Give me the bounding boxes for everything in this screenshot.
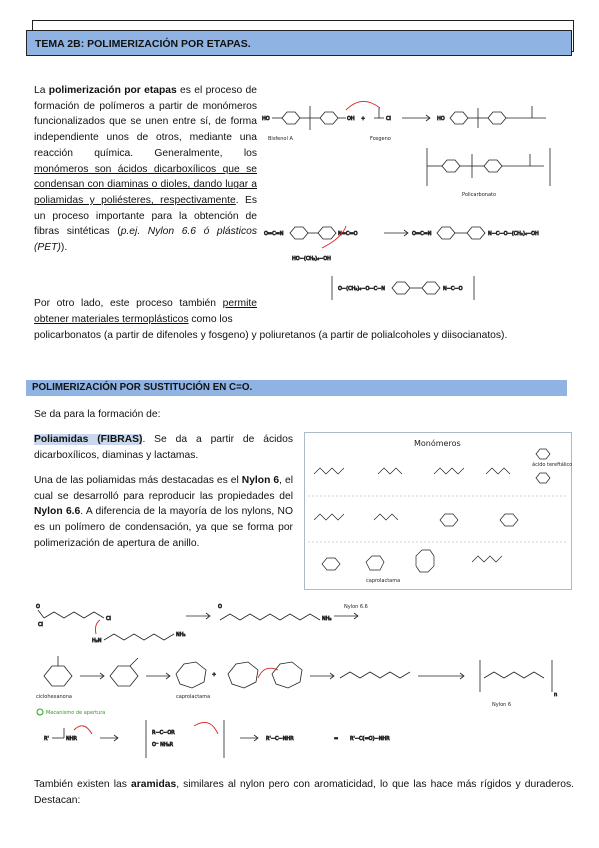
svg-text:O: O xyxy=(218,604,222,610)
nylon6-paragraph xyxy=(34,473,293,552)
label-policarbonato: Policarbonato xyxy=(462,192,497,198)
svg-text:O⁻ NH₂R: O⁻ NH₂R xyxy=(152,742,174,748)
page-title: TEMA 2B: POLIMERIZACIÓN POR ETAPAS. xyxy=(26,30,572,56)
svg-text:O=C=N: O=C=N xyxy=(412,231,432,237)
intro-paragraph-2 xyxy=(34,296,257,327)
svg-text:R'−C(=O)−NHR: R'−C(=O)−NHR xyxy=(350,736,390,742)
svg-text:O=C=N: O=C=N xyxy=(264,231,284,237)
intro-paragraph-3: policarbonatos (a partir de difenoles y fosgeno) y poliuretanos (a partir de polialcoholes y diisocianatos). xyxy=(34,330,508,341)
label-acido-tereftalico: ácido tereftálico xyxy=(532,462,573,468)
svg-text:n: n xyxy=(554,692,558,698)
nylon6-text-c: . A diferencia de la mayoría de los nylons, NO es un polímero de condensación, ya que se forma por polimerización de apertura de anillo. xyxy=(34,506,293,549)
section-heading: POLIMERIZACIÓN POR SUSTITUCIÓN EN C=O. xyxy=(26,380,567,396)
intro-text-1: es el proceso de formación de polímeros a partir de monómeros funcionalizados que se unen entre sí, de forma independiente unos de otros, mediante una reacción química. Generalmente, los xyxy=(34,85,257,159)
svg-text:O: O xyxy=(36,604,40,610)
nylon-mechanisms xyxy=(34,594,580,764)
monomers-figure xyxy=(304,432,572,590)
svg-text:N=C=O: N=C=O xyxy=(338,231,358,237)
polyamides-paragraph xyxy=(34,432,293,463)
svg-text:N−C−O−(CH₂)₄−OH: N−C−O−(CH₂)₄−OH xyxy=(488,231,539,237)
svg-text:HO−(CH₂)₄−OH: HO−(CH₂)₄−OH xyxy=(292,256,331,262)
aramids-paragraph xyxy=(34,777,574,808)
label-fosgeno: Fosgeno xyxy=(370,136,391,142)
label-mecanismo: Mecanismo de apertura xyxy=(46,710,106,716)
intro-underline-2: permite obtener materiales termoplásticos xyxy=(34,298,257,325)
intro-text-4b: como los xyxy=(188,313,233,325)
svg-text:Cl: Cl xyxy=(386,116,391,122)
intro-paragraph xyxy=(34,83,257,256)
intro-example: p.ej. Nylon 6.6 ó plásticos (PET) xyxy=(34,226,257,254)
intro-lead-bold: polimerización por etapas xyxy=(48,85,177,96)
nylon6-bold: Nylon 6 xyxy=(241,475,280,486)
svg-text:HO: HO xyxy=(262,116,270,122)
svg-text:=: = xyxy=(334,736,339,742)
polyamides-text: . Se da a partir de ácidos dicarboxílicos, diaminas y lactamas. xyxy=(34,434,293,461)
svg-text:Cl: Cl xyxy=(106,616,111,622)
nylon6-text-a: Una de las poliamidas más destacadas es el xyxy=(34,475,242,486)
svg-text:R'−C−NHR: R'−C−NHR xyxy=(266,736,294,742)
label-ciclohexanona: ciclohexanona xyxy=(36,694,72,700)
title-box xyxy=(26,26,572,60)
label-caprolactama: caprolactama xyxy=(176,694,211,700)
svg-text:HO: HO xyxy=(437,116,445,122)
aramids-bold: aramidas xyxy=(130,779,177,790)
svg-text:NHR: NHR xyxy=(66,736,77,742)
aramids-text-a: También existen las xyxy=(34,779,131,790)
nylon66-bold: Nylon 6.6 xyxy=(34,506,81,518)
aramids-text-b: , similares al nylon pero con aromaticidad, lo que las hace más rígidos y duraderos. Destacan: xyxy=(34,779,574,806)
label-nylon66: Nylon 6.6 xyxy=(344,604,368,610)
label-caprolactama-fig: caprolactama xyxy=(366,578,401,584)
polycarbonate-scheme xyxy=(262,88,582,298)
intro-text-3: ). xyxy=(60,242,68,254)
svg-text:N−C−O: N−C−O xyxy=(443,286,463,292)
svg-text:Cl: Cl xyxy=(38,622,43,628)
label-nylon6: Nylon 6 xyxy=(492,702,512,708)
label-bisfenol: Bisfenol A xyxy=(268,136,293,142)
intro-text-2: . Es un proceso importante para la obtención de fibras sintéticas ( xyxy=(34,194,257,238)
svg-text:R−C−OR: R−C−OR xyxy=(152,730,175,736)
polyamides-bold: Poliamidas (FIBRAS) xyxy=(34,434,143,445)
svg-text:NH₂: NH₂ xyxy=(322,616,332,622)
monomers-title: Monómeros xyxy=(414,439,461,448)
svg-text:OH: OH xyxy=(347,116,355,122)
svg-text:O−(CH₂)₄−O−C−N: O−(CH₂)₄−O−C−N xyxy=(338,286,386,292)
nylon6-text-b: , el cual se desarrolló para reproducir las propiedades del xyxy=(34,475,293,502)
formation-text: Se da para la formación de: xyxy=(34,409,161,420)
svg-text:NH₂: NH₂ xyxy=(176,632,186,638)
svg-text:+: + xyxy=(361,116,366,122)
svg-text:+: + xyxy=(212,672,217,678)
intro-underline-1: monómeros son ácidos dicarboxílicos que se condensan con diaminas o dioles, dando lugar a poliamidas y poliésteres, respectivamente xyxy=(34,163,257,206)
svg-text:H₂N: H₂N xyxy=(92,638,102,644)
svg-text:R': R' xyxy=(44,736,49,742)
intro-text-4a: Por otro lado, este proceso también xyxy=(34,298,223,309)
intro-lead: La xyxy=(34,85,49,96)
